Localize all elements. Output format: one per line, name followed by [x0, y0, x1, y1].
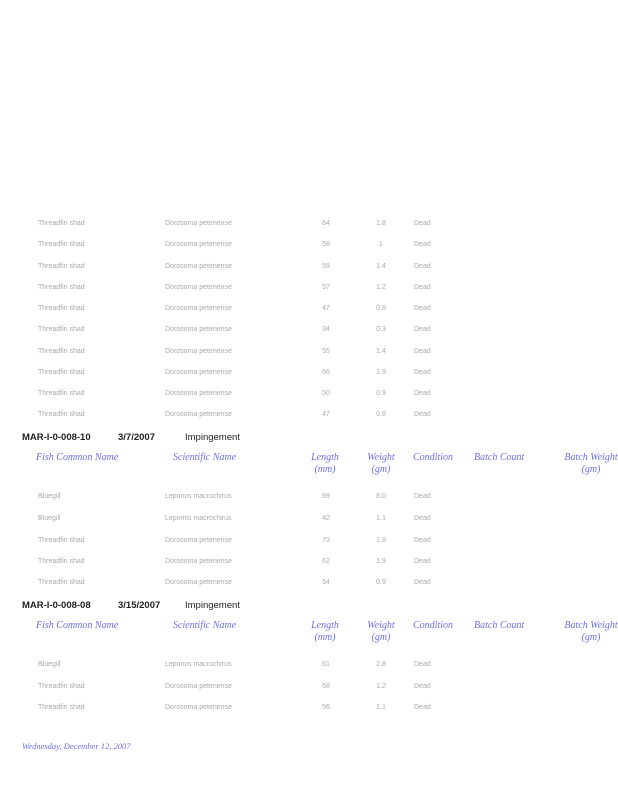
sample-date: 3/15/2007	[118, 600, 161, 611]
fish-common-name: Threadfin shad	[38, 305, 85, 312]
table-row	[0, 701, 618, 715]
column-header-condition: Condition	[413, 620, 454, 631]
column-header-weight-line1: Weight	[367, 620, 395, 631]
scientific-name: Dorosoma petenense	[165, 284, 232, 291]
weight-value: 1.8	[376, 537, 386, 544]
length-value: 55	[322, 348, 330, 355]
scientific-name: Dorosoma petenense	[165, 241, 232, 248]
scientific-name: Dorosoma petenense	[165, 704, 232, 711]
table-row	[0, 366, 618, 380]
scientific-name: Dorosoma petenense	[165, 348, 232, 355]
fish-common-name: Threadfin shad	[38, 241, 85, 248]
condition-value: Dead	[414, 241, 431, 248]
condition-value: Dead	[414, 579, 431, 586]
table-row	[0, 408, 618, 422]
condition-value: Dead	[414, 305, 431, 312]
table-row	[0, 555, 618, 569]
condition-value: Dead	[414, 326, 431, 333]
table-row	[0, 345, 618, 359]
scientific-name: Lepomis macrochirus	[165, 515, 232, 522]
weight-value: 0.9	[376, 579, 386, 586]
weight-value: 1.1	[376, 515, 386, 522]
column-header-length	[300, 620, 350, 644]
weight-value: 0.9	[376, 390, 386, 397]
weight-value: 1.2	[376, 683, 386, 690]
table-row	[0, 576, 618, 590]
weight-value: 1.8	[376, 220, 386, 227]
scientific-name: Dorosoma petenense	[165, 411, 232, 418]
length-value: 58	[322, 241, 330, 248]
sample-id: MAR-I-0-008-08	[22, 600, 91, 611]
fish-common-name: Threadfin shad	[38, 537, 85, 544]
column-header-length	[300, 452, 350, 476]
table-row	[0, 680, 618, 694]
table-row	[0, 387, 618, 401]
sample-header	[0, 599, 618, 613]
length-value: 42	[322, 515, 330, 522]
condition-value: Dead	[414, 683, 431, 690]
condition-value: Dead	[414, 558, 431, 565]
column-header-length-line1: Length	[311, 452, 339, 463]
scientific-name: Dorosoma petenense	[165, 537, 232, 544]
fish-common-name: Threadfin shad	[38, 558, 85, 565]
table-row	[0, 302, 618, 316]
condition-value: Dead	[414, 537, 431, 544]
weight-value: 1.4	[376, 348, 386, 355]
table-row	[0, 534, 618, 548]
column-header-batch-count: Batch Count	[474, 452, 525, 463]
scientific-name: Dorosoma petenense	[165, 305, 232, 312]
fish-common-name: Threadfin shad	[38, 369, 85, 376]
column-header-condition: Condition	[413, 452, 454, 463]
column-header-length-line1: Length	[311, 620, 339, 631]
condition-value: Dead	[414, 284, 431, 291]
fish-common-name: Threadfin shad	[38, 411, 85, 418]
column-header-weight	[356, 620, 406, 644]
table-row	[0, 490, 618, 504]
weight-value: 0.8	[376, 305, 386, 312]
length-value: 61	[322, 661, 330, 668]
condition-value: Dead	[414, 515, 431, 522]
column-header-batch-count: Batch Count	[474, 620, 525, 631]
condition-value: Dead	[414, 263, 431, 270]
column-header-length-line2: (mm)	[314, 632, 336, 643]
condition-value: Dead	[414, 390, 431, 397]
column-header-common-name: Fish Common Name	[36, 452, 119, 463]
length-value: 47	[322, 305, 330, 312]
column-header-batch-weight-line2: (gm)	[581, 464, 601, 475]
fish-common-name: Threadfin shad	[38, 579, 85, 586]
sample-date: 3/7/2007	[118, 432, 155, 443]
fish-common-name: Bluegill	[38, 661, 61, 668]
weight-value: 1.9	[376, 558, 386, 565]
condition-value: Dead	[414, 493, 431, 500]
condition-value: Dead	[414, 661, 431, 668]
table-row	[0, 281, 618, 295]
scientific-name: Dorosoma petenense	[165, 579, 232, 586]
scientific-name: Dorosoma petenense	[165, 683, 232, 690]
scientific-name: Dorosoma petenense	[165, 390, 232, 397]
table-row	[0, 217, 618, 231]
column-header-weight-line2: (gm)	[371, 464, 391, 475]
column-header-weight-line2: (gm)	[371, 632, 391, 643]
scientific-name: Dorosoma petenense	[165, 220, 232, 227]
column-header-batch-weight	[555, 620, 618, 644]
length-value: 66	[322, 369, 330, 376]
length-value: 58	[322, 683, 330, 690]
weight-value: 0.8	[376, 411, 386, 418]
scientific-name: Dorosoma petenense	[165, 263, 232, 270]
column-header-weight	[356, 452, 406, 476]
weight-value: 2.8	[376, 661, 386, 668]
fish-common-name: Threadfin shad	[38, 326, 85, 333]
weight-value: 1.2	[376, 284, 386, 291]
length-value: 47	[322, 411, 330, 418]
fish-common-name: Threadfin shad	[38, 704, 85, 711]
length-value: 54	[322, 579, 330, 586]
condition-value: Dead	[414, 411, 431, 418]
table-row	[0, 658, 618, 672]
length-value: 73	[322, 537, 330, 544]
fish-common-name: Threadfin shad	[38, 220, 85, 227]
condition-value: Dead	[414, 369, 431, 376]
footer-date: Wednesday, December 12, 2007	[22, 741, 131, 751]
sample-header	[0, 431, 618, 445]
fish-common-name: Threadfin shad	[38, 390, 85, 397]
scientific-name: Dorosoma petenense	[165, 558, 232, 565]
column-header-batch-weight-line2: (gm)	[581, 632, 601, 643]
table-row	[0, 512, 618, 526]
weight-value: 1.9	[376, 369, 386, 376]
sample-type: Impingement	[185, 600, 240, 611]
scientific-name: Lepomis macrochirus	[165, 493, 232, 500]
weight-value: 1.1	[376, 704, 386, 711]
column-header-scientific-name: Scientific Name	[173, 452, 237, 463]
condition-value: Dead	[414, 348, 431, 355]
fish-common-name: Bluegill	[38, 493, 61, 500]
length-value: 59	[322, 263, 330, 270]
table-row	[0, 238, 618, 252]
sample-id: MAR-I-0-008-10	[22, 432, 91, 443]
weight-value: 0.3	[376, 326, 386, 333]
condition-value: Dead	[414, 704, 431, 711]
column-header-batch-weight	[555, 452, 618, 476]
weight-value: 1	[379, 241, 383, 248]
length-value: 69	[322, 493, 330, 500]
column-header-common-name: Fish Common Name	[36, 620, 119, 631]
fish-common-name: Bluegill	[38, 515, 61, 522]
weight-value: 8.0	[376, 493, 386, 500]
scientific-name: Dorosoma petenense	[165, 326, 232, 333]
table-row	[0, 323, 618, 337]
condition-value: Dead	[414, 220, 431, 227]
column-header-batch-weight-line1: Batch Weight	[564, 620, 618, 631]
column-headers	[0, 452, 618, 480]
sample-type: Impingement	[185, 432, 240, 443]
column-headers	[0, 620, 618, 648]
weight-value: 1.4	[376, 263, 386, 270]
fish-common-name: Threadfin shad	[38, 263, 85, 270]
scientific-name: Dorosoma petenense	[165, 369, 232, 376]
fish-common-name: Threadfin shad	[38, 284, 85, 291]
fish-common-name: Threadfin shad	[38, 348, 85, 355]
column-header-scientific-name: Scientific Name	[173, 620, 237, 631]
fish-common-name: Threadfin shad	[38, 683, 85, 690]
column-header-weight-line1: Weight	[367, 452, 395, 463]
column-header-length-line2: (mm)	[314, 464, 336, 475]
length-value: 62	[322, 558, 330, 565]
length-value: 57	[322, 284, 330, 291]
length-value: 34	[322, 326, 330, 333]
length-value: 50	[322, 390, 330, 397]
length-value: 64	[322, 220, 330, 227]
column-header-batch-weight-line1: Batch Weight	[564, 452, 618, 463]
length-value: 56	[322, 704, 330, 711]
scientific-name: Lepomis macrochirus	[165, 661, 232, 668]
table-row	[0, 260, 618, 274]
